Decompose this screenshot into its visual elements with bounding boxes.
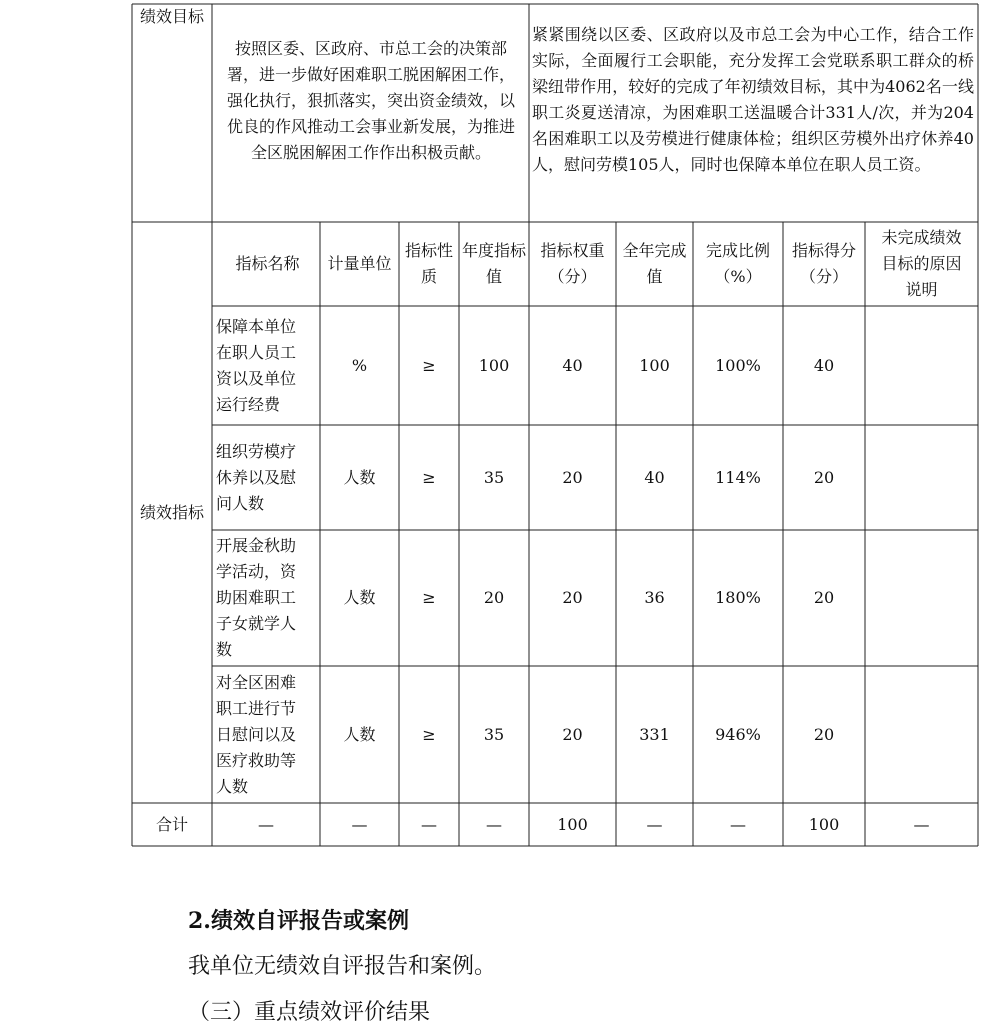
total-weight: 100 [557,814,588,834]
row4-ratio: 946% [715,724,761,744]
row3-name: 开展金秋助学活动，资助困难职工子女就学人数 [216,536,297,659]
total-ratio: — [730,814,746,834]
row4-target: 35 [483,724,505,744]
total-name: — [258,814,274,834]
goal-actual-text: 紧紧围绕以区委、区政府以及市总工会为中心工作，结合工作实际，全面履行工会职能，充分发挥工会党联系职工群众的桥梁纽带作用，较好的完成了年初绩效目标，其中为4062名一线职工炎夏送清凉，为困难职工送温暖合计331人/次，并为204名困难职工以及劳模进行健康体检；组织区劳模外出疗休养40人，慰问劳模105人，同时也保障本单位在职人员工资。 [532,25,974,174]
row1-unit: % [351,355,368,375]
row3-reason [865,530,978,666]
row4-weight: 20 [562,724,583,744]
total-actual: — [646,814,663,834]
total-score: 100 [808,814,840,834]
row1-ratio: 100% [715,355,761,375]
row1-name: 保障本单位在职人员工资以及单位运行经费 [216,316,297,414]
header-weight: 指标权重（分） [540,241,605,286]
row3-score: 20 [813,588,835,607]
section2-heading: 2.绩效自评报告或案例 [188,908,409,934]
section3-heading: （三）重点绩效评价结果 [188,1000,431,1025]
row4-score: 20 [813,724,835,744]
header-nature: 指标性质 [404,241,453,286]
row1-actual: 100 [639,355,670,375]
row3-nature: ≥ [422,588,436,607]
row1-nature: ≥ [422,355,436,375]
row4-nature: ≥ [422,724,436,744]
header-unit: 计量单位 [327,254,392,273]
section2-body: 我单位无绩效自评报告和案例。 [188,954,497,979]
total-unit: — [351,814,368,834]
total-target: — [486,814,502,834]
row3-unit: 人数 [343,588,376,607]
row1-weight: 40 [562,355,583,375]
row2-weight: 20 [562,467,583,487]
row3-ratio: 180% [715,588,761,607]
header-reason: 未完成绩效目标的原因说明 [881,228,962,299]
row4-unit: 人数 [343,724,376,744]
total-label: 合计 [155,814,188,834]
row2-actual: 40 [644,467,665,487]
row3-target: 20 [483,588,505,607]
row2-target: 35 [483,467,505,487]
total-reason: — [913,814,930,834]
row1-target: 100 [478,355,510,375]
header-indicator-name: 指标名称 [235,254,300,273]
row1-score: 40 [813,355,835,375]
row3-actual: 36 [644,588,665,607]
row2-ratio: 114% [715,467,761,487]
row4-name: 对全区困难职工进行节日慰问以及医疗救助等人数 [216,672,297,796]
row4-reason [865,666,978,803]
row3-weight: 20 [562,588,583,607]
total-nature: — [421,814,437,834]
row2-score: 20 [813,467,835,487]
header-score: 指标得分（分） [791,241,856,286]
row2-nature: ≥ [422,467,436,487]
row2-name: 组织劳模疗休养以及慰问人数 [216,441,297,513]
row1-reason [865,306,978,425]
row2-reason [865,425,978,530]
row4-actual: 331 [639,724,670,744]
indicators-label: 绩效指标 [139,502,204,522]
row2-unit: 人数 [343,467,376,487]
goal-planned-text: 按照区委、区政府、市总工会的决策部署，进一步做好困难职工脱困解困工作，强化执行，狠抓落实，突出资金绩效，以优良的作风推动工会事业新发展，为推进全区脱困解困工作作出积极贡献。 [226,39,515,162]
goal-label: 绩效目标 [139,7,204,26]
header-actual: 全年完成值 [622,241,687,286]
header-target: 年度指标值 [461,241,526,286]
header-ratio: 完成比例（%） [705,241,770,286]
